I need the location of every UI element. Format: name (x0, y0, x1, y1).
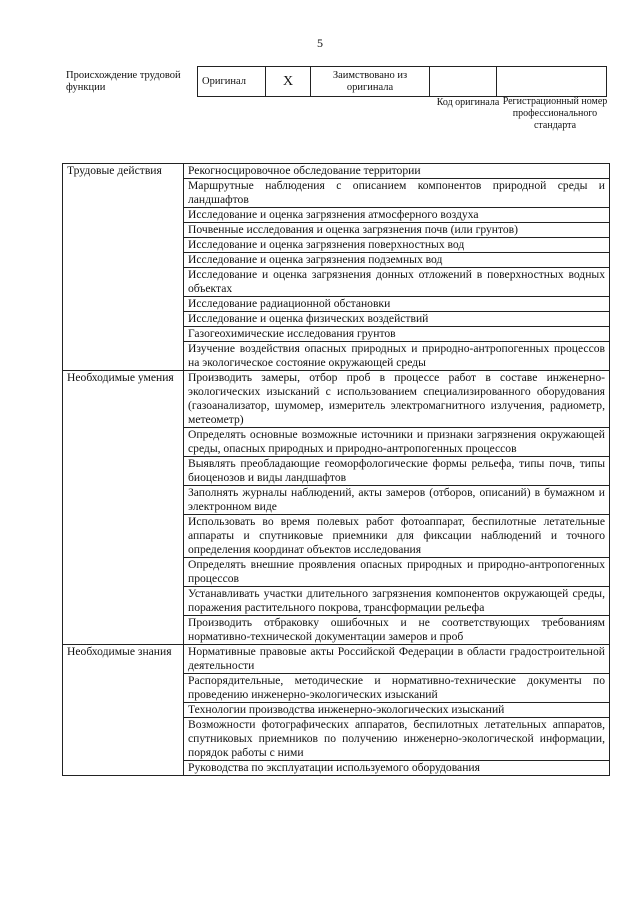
table-cell: Устанавливать участки длительного загрязнения компонентов окружающей среды, поражения растительного покрова, трансформации рельефа (184, 587, 610, 616)
origin-label: Происхождение трудовой функции (66, 70, 181, 93)
table-row (63, 164, 610, 179)
table-cell: Определять внешние проявления опасных природных и природно-антропогенных процессов (184, 558, 610, 587)
table-cell: Маршрутные наблюдения с описанием компонентов природной среды и ландшафтов (184, 179, 610, 208)
registration-caption: Регистрационный номер профессионального стандарта (502, 96, 608, 131)
table-cell: Исследование и оценка загрязнения подземных вод (184, 253, 610, 268)
table-cell: Газогеохимические исследования грунтов (184, 327, 610, 342)
table-cell: Исследование и оценка загрязнения донных отложений в поверхностных водных объектах (184, 268, 610, 297)
function-table (62, 163, 610, 776)
original-mark: X (266, 67, 311, 97)
section-title: Трудовые действия (63, 164, 184, 371)
table-cell: Исследование и оценка загрязнения поверхностных вод (184, 238, 610, 253)
table-cell: Возможности фотографических аппаратов, беспилотных летательных аппаратов, спутниковых приемников по получению инженерно-экологической информации, порядок работы с ними (184, 718, 610, 761)
table-cell: Производить отбраковку ошибочных и не соответствующих требованиям нормативно-технической документации замеров и проб (184, 616, 610, 645)
table-cell: Исследование радиационной обстановки (184, 297, 610, 312)
table-row (63, 371, 610, 428)
page-number: 5 (317, 36, 323, 50)
origin-table (197, 66, 607, 97)
table-cell: Исследование и оценка загрязнения атмосферного воздуха (184, 208, 610, 223)
table-cell: Технологии производства инженерно-экологических изысканий (184, 703, 610, 718)
registration-cell (497, 67, 607, 97)
original-cell: Оригинал (198, 67, 266, 97)
table-cell: Использовать во время полевых работ фотоаппарат, беспилотные летательные аппараты и спутниковые приемники для фиксации наблюдений и точного определения координат объектов исследования (184, 515, 610, 558)
table-cell: Нормативные правовые акты Российской Федерации в области градостроительной деятельности (184, 645, 610, 674)
table-cell: Рекогносцировочное обследование территории (184, 164, 610, 179)
code-caption: Код оригинала (436, 97, 500, 108)
table-cell: Изучение воздействия опасных природных и природно-антропогенных процессов на экологическое состояние окружающей среды (184, 342, 610, 371)
section-title: Необходимые умения (63, 371, 184, 645)
borrowed-cell: Заимствовано из оригинала (311, 67, 430, 97)
table-cell: Исследование и оценка физических воздействий (184, 312, 610, 327)
table-cell: Распорядительные, методические и нормативно-технические документы по проведению инженерно-экологических изысканий (184, 674, 610, 703)
code-cell (430, 67, 497, 97)
table-cell: Выявлять преобладающие геоморфологические формы рельефа, типы почв, типы биоценозов и виды ландшафтов (184, 457, 610, 486)
table-cell: Заполнять журналы наблюдений, акты замеров (отборов, описаний) в бумажном и электронном виде (184, 486, 610, 515)
table-cell: Производить замеры, отбор проб в процессе работ в составе инженерно-экологических изысканий с использованием специализированного оборудования (газоанализатор, шумомер, измеритель электромагнитного излучения, радиометр, метеометр) (184, 371, 610, 428)
table-cell: Руководства по эксплуатации используемого оборудования (184, 761, 610, 776)
table-row (63, 645, 610, 674)
section-title: Необходимые знания (63, 645, 184, 776)
table-cell: Определять основные возможные источники и признаки загрязнения окружающей среды, опасных природных и природно-антропогенных процессов (184, 428, 610, 457)
table-cell: Почвенные исследования и оценка загрязнения почв (или грунтов) (184, 223, 610, 238)
